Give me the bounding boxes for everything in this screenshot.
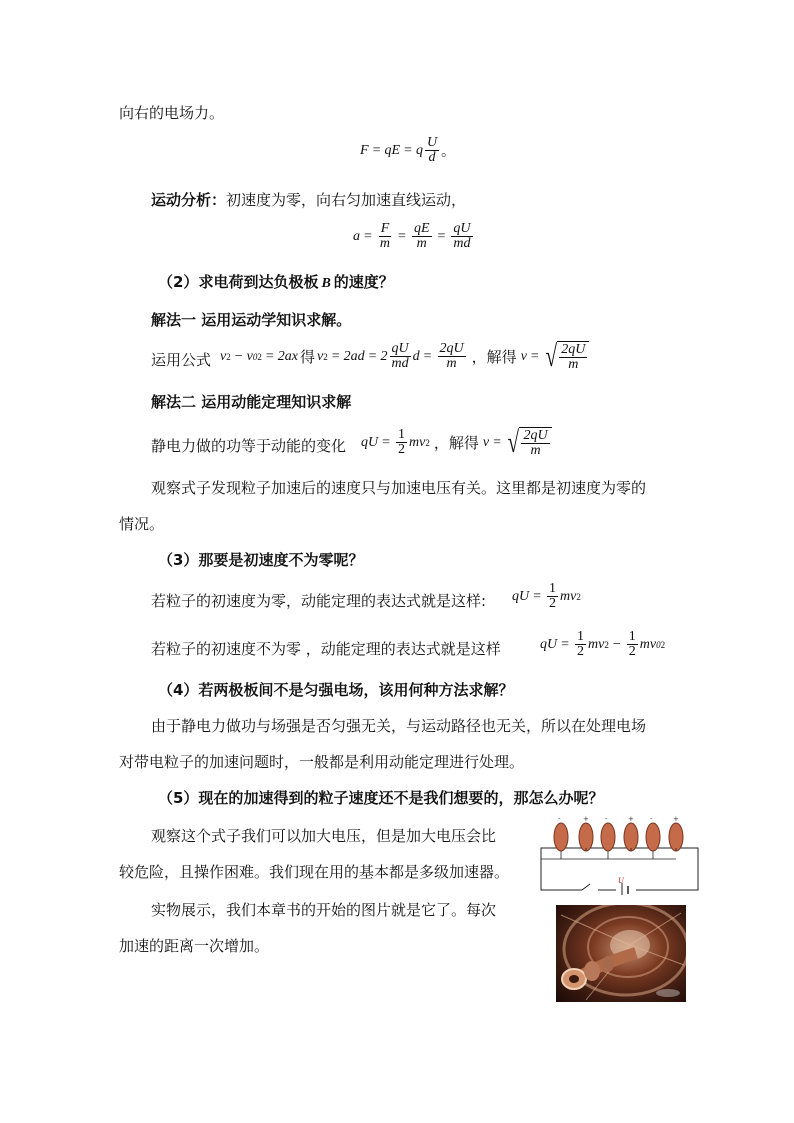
plate-sign-5: - <box>650 815 653 823</box>
zero-case-text: 若粒子的初速度为零，动能定理的表达式就是这样: <box>151 592 487 610</box>
plate-sign-1: - <box>558 815 561 823</box>
work-energy-line <box>151 436 346 456</box>
q2-end: 的速度？ <box>333 273 394 291</box>
nonzero-case-text: 若粒子的初速度不为零 ，动能定理的表达式就是这样 <box>151 640 501 658</box>
formula-work-energy: qU = $\frac{1}{2}$ mv 2 ，解得 v = √ $\frac{2qU}{m}$ <box>361 427 552 458</box>
plate-3 <box>601 823 615 851</box>
q2-var: B <box>321 276 331 291</box>
plate-sign-4: + <box>628 815 634 823</box>
paragraph-4-line-1: 由于静电力做功与场强是否匀强无关，与运动路径也无关，所以在处理电场 <box>151 717 647 735</box>
plate-1 <box>554 823 568 851</box>
paragraph-6-line-1: 实物展示，我们本章书的开始的图片就是它了。每次 <box>151 901 497 919</box>
question-5: （5）现在的加速得到的粒子速度还不是我们想要的，那怎么办呢？ <box>158 789 604 807</box>
question-3: （3）那要是初速度不为零呢？ <box>158 551 364 569</box>
formula-zero-velocity: qU = $\frac{1}{2}$ mv 2 <box>512 581 581 611</box>
static-work-text: 静电力做的功等于动能的变化 <box>151 437 347 455</box>
motion-label: 运动分析： <box>151 191 227 209</box>
paragraph-6-line-2: 加速的距离一次增加。 <box>119 937 270 955</box>
solve2-text: ，解得 <box>433 434 479 452</box>
formula-force: F = qE = q $\frac{U}{d}$ 。 <box>360 135 456 165</box>
paragraph-5-line-1: 观察这个式子我们可以加大电压，但是加大电压会比 <box>151 827 497 845</box>
plate-sign-3: - <box>605 815 608 823</box>
nonzero-velocity-line <box>151 639 501 659</box>
plate-5 <box>646 823 660 851</box>
plate-2 <box>579 823 593 851</box>
plate-sign-6: + <box>673 815 679 823</box>
plate-sign-2: + <box>583 815 589 823</box>
formula-kinematics: v 2 − v 0 2 = 2ax 得 v 2 = 2ad = 2 $\frac{qU}{md}$ d = $\frac{2qU}{m}$ ，解得 v = √ $\frac{2qU}{m}$ <box>220 341 589 372</box>
accelerator-plates <box>554 823 683 851</box>
paragraph-5-line-2: 较危险，且操作困难。我们现在用的基本都是多级加速器。 <box>119 863 510 881</box>
question-2 <box>158 272 394 294</box>
motion-analysis <box>151 190 466 210</box>
voltage-label: U <box>618 876 624 885</box>
formula-nonzero-velocity: qU = $\frac{1}{2}$ mv 2 − $\frac{1}{2}$ mv 0 2 <box>540 629 666 659</box>
accelerator-circuit-diagram <box>538 815 703 895</box>
paragraph-4-line-2: 对带电粒子的加速问题时，一般都是利用动能定理进行处理。 <box>119 753 525 771</box>
text-line-electric-force: 向右的电场力。 <box>119 104 225 122</box>
observation-line-2: 情况。 <box>119 515 165 533</box>
q2-text: 求电荷到达负极板 <box>198 273 319 291</box>
q2-number: （2） <box>158 273 199 291</box>
observation-line-1: 观察式子发现粒子加速后的速度只与加速电压有关。这里都是初速度为零的 <box>151 479 647 497</box>
plate-4 <box>624 823 638 851</box>
accelerator-tunnel-photo <box>556 905 686 1002</box>
kinematics-formula-line <box>151 350 211 370</box>
tunnel-illustration <box>556 905 686 1002</box>
zero-velocity-line <box>151 591 486 611</box>
de-text: 得 <box>299 348 315 366</box>
motion-text: 初速度为零，向右匀加速直线运动， <box>226 191 467 209</box>
formula-acceleration: a = $\frac{F}{m}$ = $\frac{qE}{m}$ = $\frac{qU}{md}$ <box>353 221 471 251</box>
plate-6 <box>669 823 683 851</box>
solution-2-heading: 解法二 运用动能定理知识求解 <box>151 393 352 411</box>
solve1-text: ，解得 <box>471 348 517 366</box>
solution-1-heading: 解法一 运用运动学知识求解。 <box>151 311 352 329</box>
use-formula-text: 运用公式 <box>151 351 212 369</box>
question-4: （4）若两极板间不是匀强电场，该用何种方法求解？ <box>158 681 514 699</box>
